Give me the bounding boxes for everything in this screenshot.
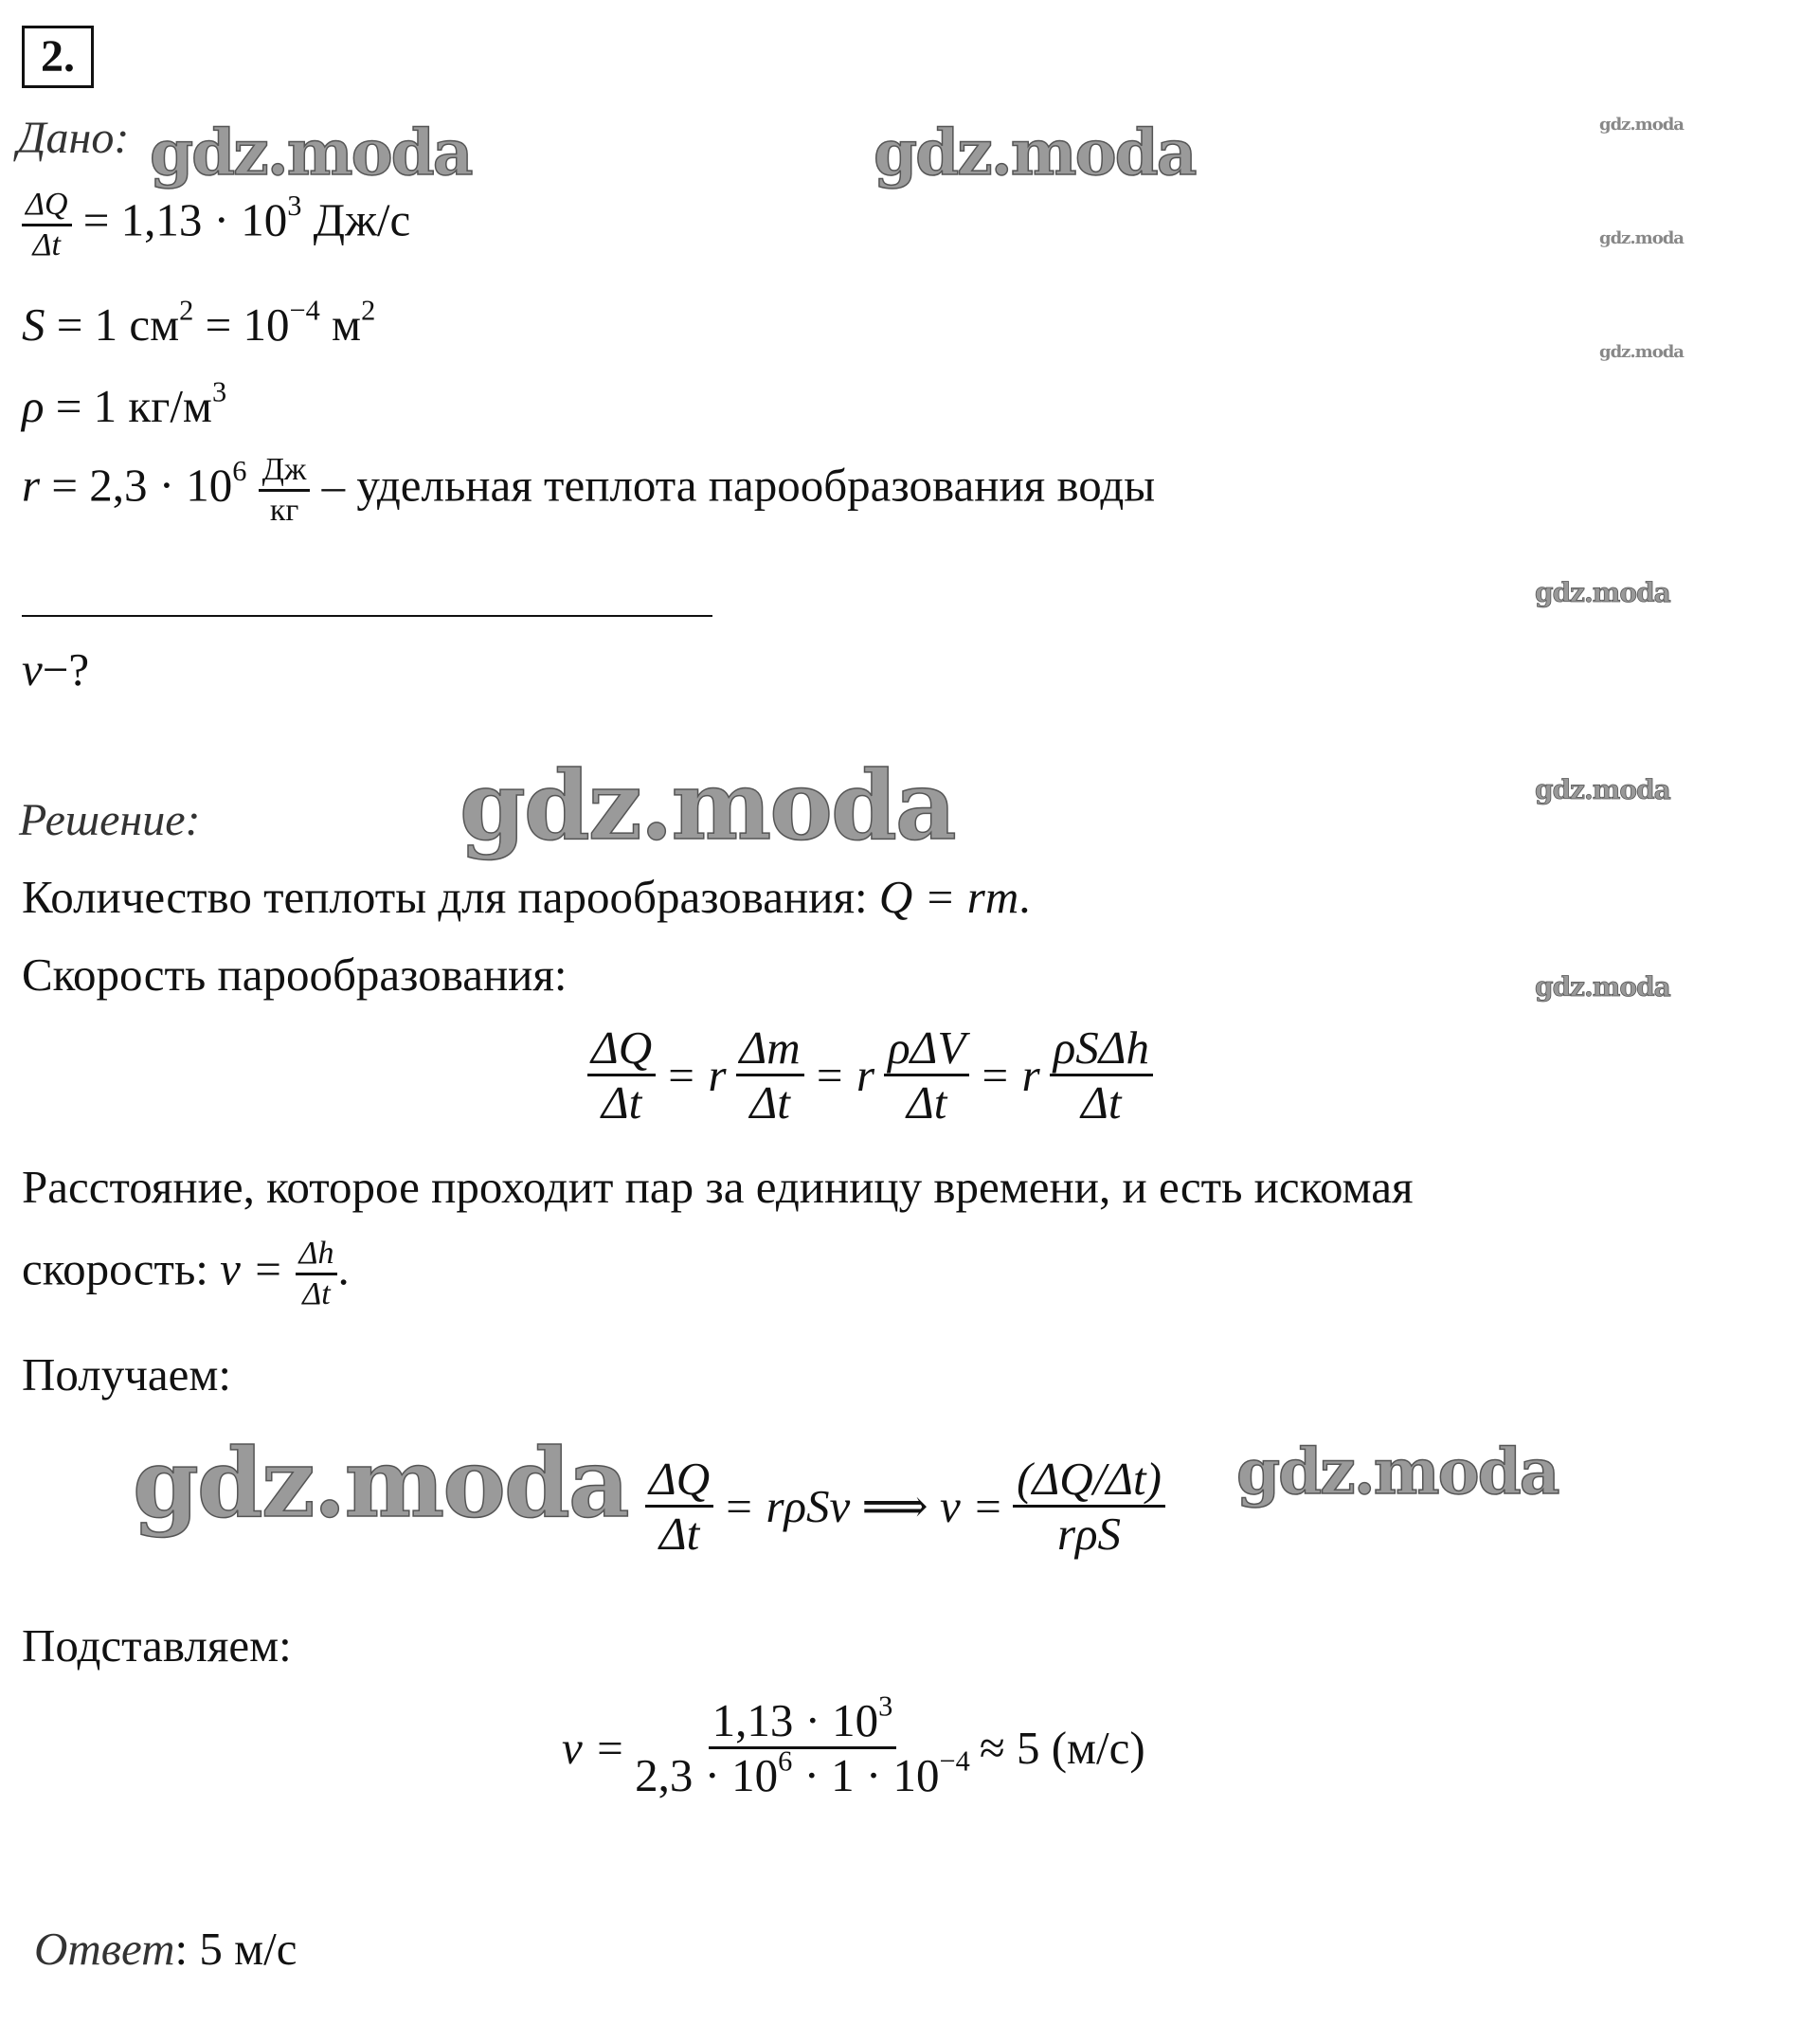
equation-rate: $\frac{\Delta Q}{\Delta t}$ = r $\frac{\Delta m}{\Delta t}$ = r $\frac{\text{ρΔV}}{\Delta t}$ = r $\frac{\text{ρSΔh}}{\Delta t}$ [587,1023,1153,1128]
solution-label: Решение: [19,795,201,845]
paragraph: Количество теплоты для парообразования: Q = rm. [22,871,1031,923]
paragraph: Расстояние, которое проходит пар за единицу времени, и есть искомая [22,1161,1414,1213]
watermark: gdz.moda [460,750,955,861]
paragraph: Скорость парообразования: [22,949,568,1001]
paragraph: скорость: v = $\frac{\Delta h}{\Delta t}$ . [22,1236,350,1311]
given-label: Дано: [17,113,130,163]
given-density: ρ = 1 $кг/м^3$ [22,375,227,432]
fraction: $\frac{Дж}{кг}$ [259,453,311,527]
watermark: gdz.moda [1535,774,1670,805]
find: v−? [22,643,90,696]
watermark: gdz.moda [1599,115,1684,135]
paragraph: Получаем: [22,1348,231,1401]
equation-substitution: v = $\frac{1,13 \cdot 10^3}{2,3 \cdot 10^6 \cdot 1 \cdot 10^{-4}}$ ≈ 5 (м/с) [562,1690,1145,1802]
watermark: gdz.moda [1535,971,1670,1003]
paragraph: Подставляем: [22,1619,292,1672]
watermark: gdz.moda [1599,342,1684,362]
watermark: gdz.moda [150,116,472,190]
fraction: $\frac{\Delta Q}{\Delta t}$ [22,188,72,262]
watermark: gdz.moda [1535,577,1670,608]
task-number: 2. [22,26,94,88]
given-heat-rate: $\frac{\Delta Q}{\Delta t}$ = $1,13 \cdot 10^3$ Дж/с [22,188,410,262]
divider [22,615,712,617]
answer: Ответ: 5 м/с [34,1923,297,1975]
given-latent-heat: $r = 2,3 \cdot 10^6$ $\frac{Дж}{кг}$ – удельная теплота парообразования воды [22,452,1156,528]
watermark: gdz.moda [1599,228,1684,248]
given-area: S = 1 $см^2 = 10^{-4}$ $м^2$ [22,294,376,351]
watermark: gdz.moda [133,1427,628,1539]
watermark: gdz.moda [1236,1435,1559,1509]
watermark: gdz.moda [874,116,1196,190]
equation-velocity: $\frac{\Delta Q}{\Delta t}$ = rρSv ⟹ v = $\frac{(\Delta Q/\Delta t)}{\text{rρS}}$ [645,1455,1165,1559]
